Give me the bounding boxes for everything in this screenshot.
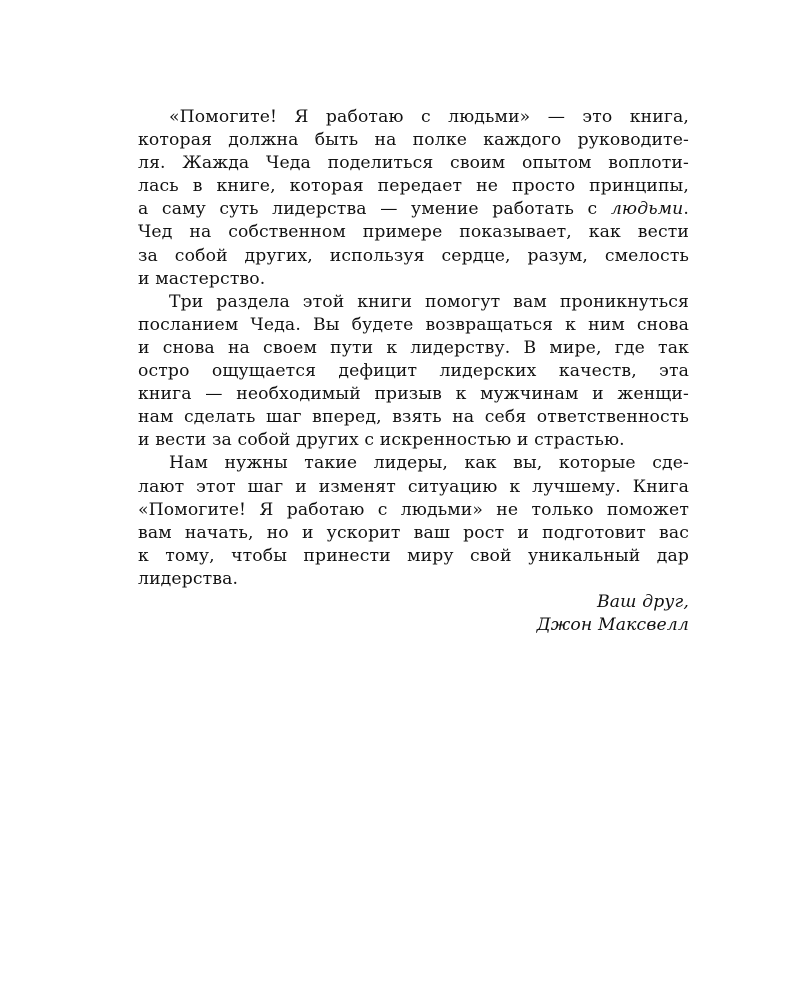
text-segment: а саму суть лидерства — умение работать с (138, 199, 611, 220)
text-line: лают этот шаг и изменят ситуацию к лучшему. Книга (138, 476, 689, 497)
text-line: за собой других, используя сердце, разум, смелость (138, 245, 689, 266)
text-line: ля. Жажда Чеда поделиться своим опытом воплоти- (138, 153, 689, 174)
text-line: «Помогите! Я работаю с людьми» не только поможет (138, 499, 689, 520)
text-line-with-emphasis (138, 198, 689, 221)
text-line: лась в книге, которая передает не просто принципы, (138, 176, 689, 197)
text-line: нам сделать шаг вперед, взять на себя ответственность (138, 407, 689, 428)
text-segment: . (683, 199, 689, 220)
emphasized-word: людьми (610, 199, 684, 220)
document-page (138, 106, 689, 637)
text-line: к тому, чтобы принести миру свой уникальный дар (138, 545, 689, 566)
paragraph-2 (138, 291, 689, 453)
text-line: которая должна быть на полке каждого руководите- (138, 130, 689, 151)
paragraph-1 (138, 106, 689, 291)
text-line: остро ощущается дефицит лидерских качеств, эта (138, 361, 689, 382)
text-line: и вести за собой других с искренностью и страстью. (138, 430, 625, 451)
signature-closing: Ваш друг, (597, 591, 689, 612)
text-line: «Помогите! Я работаю с людьми» — это книга, (169, 107, 689, 127)
signature-block (138, 591, 689, 637)
text-line: Чед на собственном примере показывает, как вести (138, 222, 689, 243)
paragraph-3 (138, 452, 689, 591)
text-line: Нам нужны такие лидеры, как вы, которые сде- (169, 453, 689, 474)
text-line: Три раздела этой книги помогут вам проникнуться (169, 291, 689, 312)
text-line: и снова на своем пути к лидерству. В мире, где так (138, 337, 689, 358)
text-line: вам начать, но и ускорит ваш рост и подготовит вас (138, 522, 689, 543)
text-line: и мастерство. (138, 268, 266, 289)
signature-name: Джон Максвелл (536, 615, 689, 636)
text-line: книга — необходимый призыв к мужчинам и женщи- (138, 384, 689, 405)
text-line: посланием Чеда. Вы будете возвращаться к ним снова (138, 314, 689, 335)
text-line: лидерства. (138, 568, 239, 589)
